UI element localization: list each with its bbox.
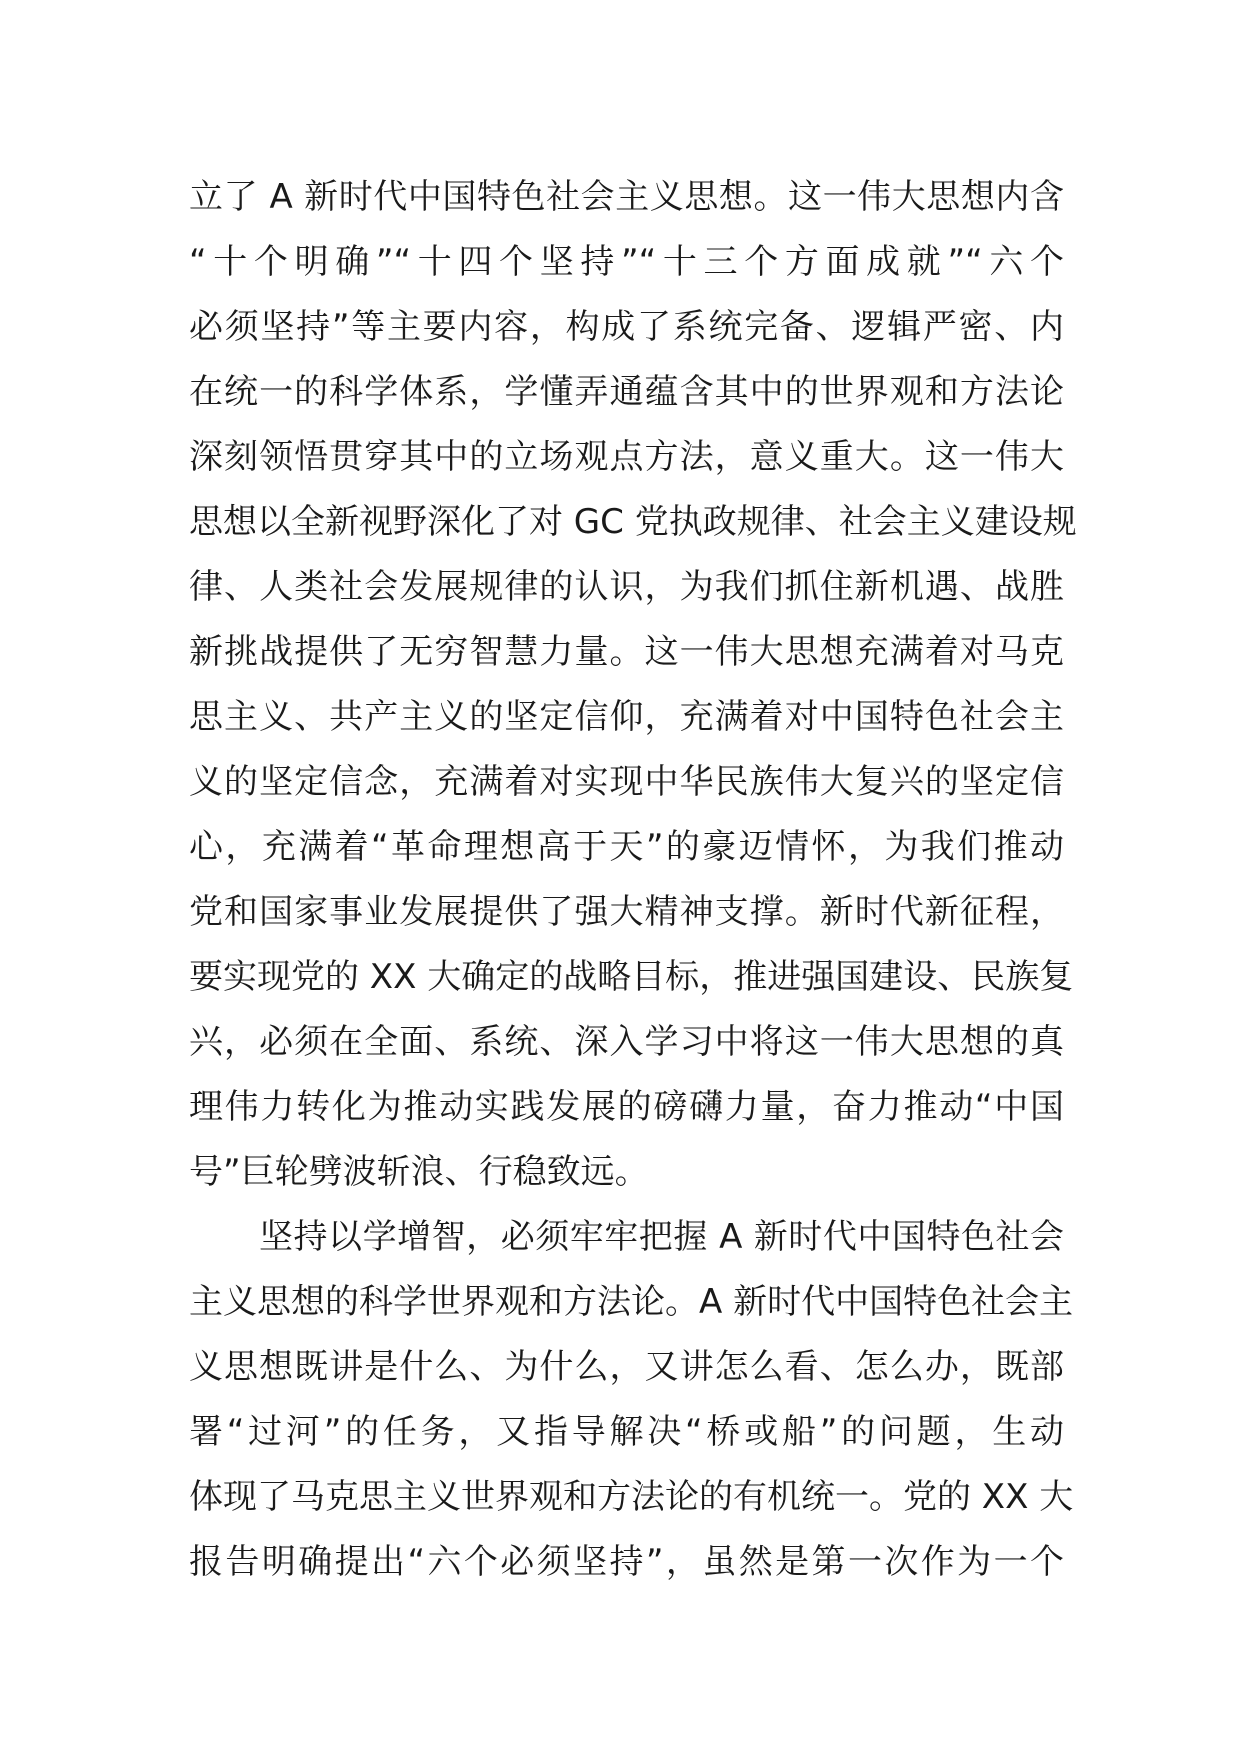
text-line: 思想以全新视野深化了对 GC 党执政规律、社会主义建设规: [189, 502, 1077, 542]
text-line: 理伟力转化为推动实践发展的磅礴力量，奋力推动“中国: [189, 1087, 1064, 1127]
text-line: 必须坚持”等主要内容，构成了系统完备、逻辑严密、内: [189, 307, 1064, 347]
text-line: “十个明确”“十四个坚持”“十三个方面成就”“六个: [189, 242, 1064, 282]
text-line: 报告明确提出“六个必须坚持”，虽然是第一次作为一个: [189, 1542, 1064, 1582]
text-line: 新挑战提供了无穷智慧力量。这一伟大思想充满着对马克: [189, 632, 1064, 672]
text-line: 深刻领悟贯穿其中的立场观点方法，意义重大。这一伟大: [189, 437, 1064, 477]
text-line: 思主义、共产主义的坚定信仰，充满着对中国特色社会主: [189, 697, 1064, 737]
text-line: 义的坚定信念，充满着对实现中华民族伟大复兴的坚定信: [189, 762, 1064, 802]
text-line: 在统一的科学体系，学懂弄通蕴含其中的世界观和方法论: [189, 372, 1064, 412]
text-line: 律、人类社会发展规律的认识，为我们抓住新机遇、战胜: [189, 567, 1064, 607]
text-line: 主义思想的科学世界观和方法论。A 新时代中国特色社会主: [189, 1282, 1074, 1322]
text-line: 署“过河”的任务，又指导解决“桥或船”的问题，生动: [189, 1412, 1064, 1452]
text-line: 兴，必须在全面、系统、深入学习中将这一伟大思想的真: [189, 1022, 1064, 1062]
text-line: 心，充满着“革命理想高于天”的豪迈情怀，为我们推动: [189, 827, 1064, 867]
text-line: 党和国家事业发展提供了强大精神支撑。新时代新征程，: [189, 892, 1064, 932]
text-line: 体现了马克思主义世界观和方法论的有机统一。党的 XX 大: [189, 1477, 1074, 1517]
text-line: 立了 A 新时代中国特色社会主义思想。这一伟大思想内含: [189, 177, 1064, 217]
paragraph-end-line: 号”巨轮劈波斩浪、行稳致远。: [189, 1152, 649, 1192]
body-text: [189, 165, 1077, 1595]
paragraph-start-line: 坚持以学增智，必须牢牢把握 A 新时代中国特色社会: [259, 1217, 1064, 1257]
text-line: 要实现党的 XX 大确定的战略目标，推进强国建设、民族复: [189, 957, 1074, 997]
text-line: 义思想既讲是什么、为什么，又讲怎么看、怎么办，既部: [189, 1347, 1064, 1387]
